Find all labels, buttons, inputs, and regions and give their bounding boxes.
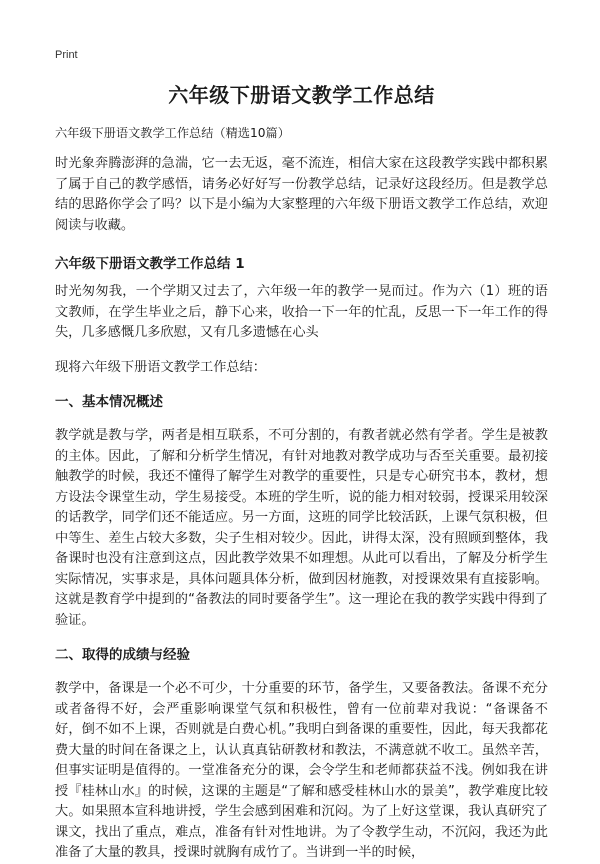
part1-heading: 一、基本情况概述 [55,394,163,410]
section-paragraph: 时光匆匆我，一个学期又过去了，六年级一年的教学一晃而过。作为六（1）班的语文教师，在学生毕业之后，静下心来，收拾一下一年的忙乱，反思一下一年工作的得失，几多感慨几多欣慰，又有几多遗憾在心头 [55,284,548,340]
print-link[interactable]: Print [55,49,78,61]
page-title: 六年级下册语文教学工作总结 [168,83,435,107]
part2-paragraph: 教学中，备课是一个必不可少，十分重要的环节，备学生，又要备教法。备课不充分或者备得不好，会严重影响课堂气氛和积极性，曾有一位前辈对我说：“备课备不好，倒不如不上课，否则就是白费心机。”我明白到备课的重要性，因此，每天我都花费大量的时间在备课之上，认认真真钻研教材和教法，不满意就不收工。虽然辛苦，但事实证明是值得的。一堂准备充分的课，会令学生和老师都获益不浅。例如我在讲授『桂林山水』的时候，这课的主题是“了解和感受桂林山水的景美”，教学难度比较大。如果照本宣科地讲授，学生会感到困难和沉闷。为了上好这堂课，我认真研究了课文，找出了重点，难点，准备有针对性地讲。为了令教学生动，不沉闷，我还为此准备了大量的教具，授课时就胸有成竹了。当讲到一半的时候， [55,681,548,860]
lead-in-paragraph: 现将六年级下册语文教学工作总结： [55,359,266,375]
part2-heading: 二、取得的成绩与经验 [55,647,190,663]
intro-paragraph: 时光象奔腾澎湃的急湍，它一去无返，毫不流连，相信大家在这段教学实践中都积累了属于自己的教学感悟，请务必好好写一份教学总结，记录好这段经历。但是教学总结的思路你学会了吗？以下是小编为大家整理的六年级下册语文教学工作总结，欢迎阅读与收藏。 [55,156,548,233]
section-heading: 六年级下册语文教学工作总结 1 [55,256,245,272]
part1-paragraph: 教学就是教与学，两者是相互联系，不可分割的，有教者就必然有学者。学生是被教的主体。因此，了解和分析学生情况，有针对地教对教学成功与否至关重要。最初接触教学的时候，我还不懂得了解学生对教学的重要性，只是专心研究书本，教材，想方设法令课堂生动，学生易接受。本班的学生听，说的能力相对较弱，授课采用较深的话教学，同学们还不能适应。另一方面，这班的同学比较活跃，上课气氛积极，但中等生、差生占较大多数，尖子生相对较少。因此，讲得太深，没有照顾到整体，我备课时也没有注意到这点，因此教学效果不如理想。从此可以看出，了解及分析学生实际情况，实事求是，具体问题具体分析，做到因材施教，对授课效果有直接影响。这就是教育学中提到的“备教法的同时要备学生”。这一理论在我的教学实践中得到了验证。 [55,428,548,628]
document-subtitle: 六年级下册语文教学工作总结（精选10篇） [55,126,290,140]
